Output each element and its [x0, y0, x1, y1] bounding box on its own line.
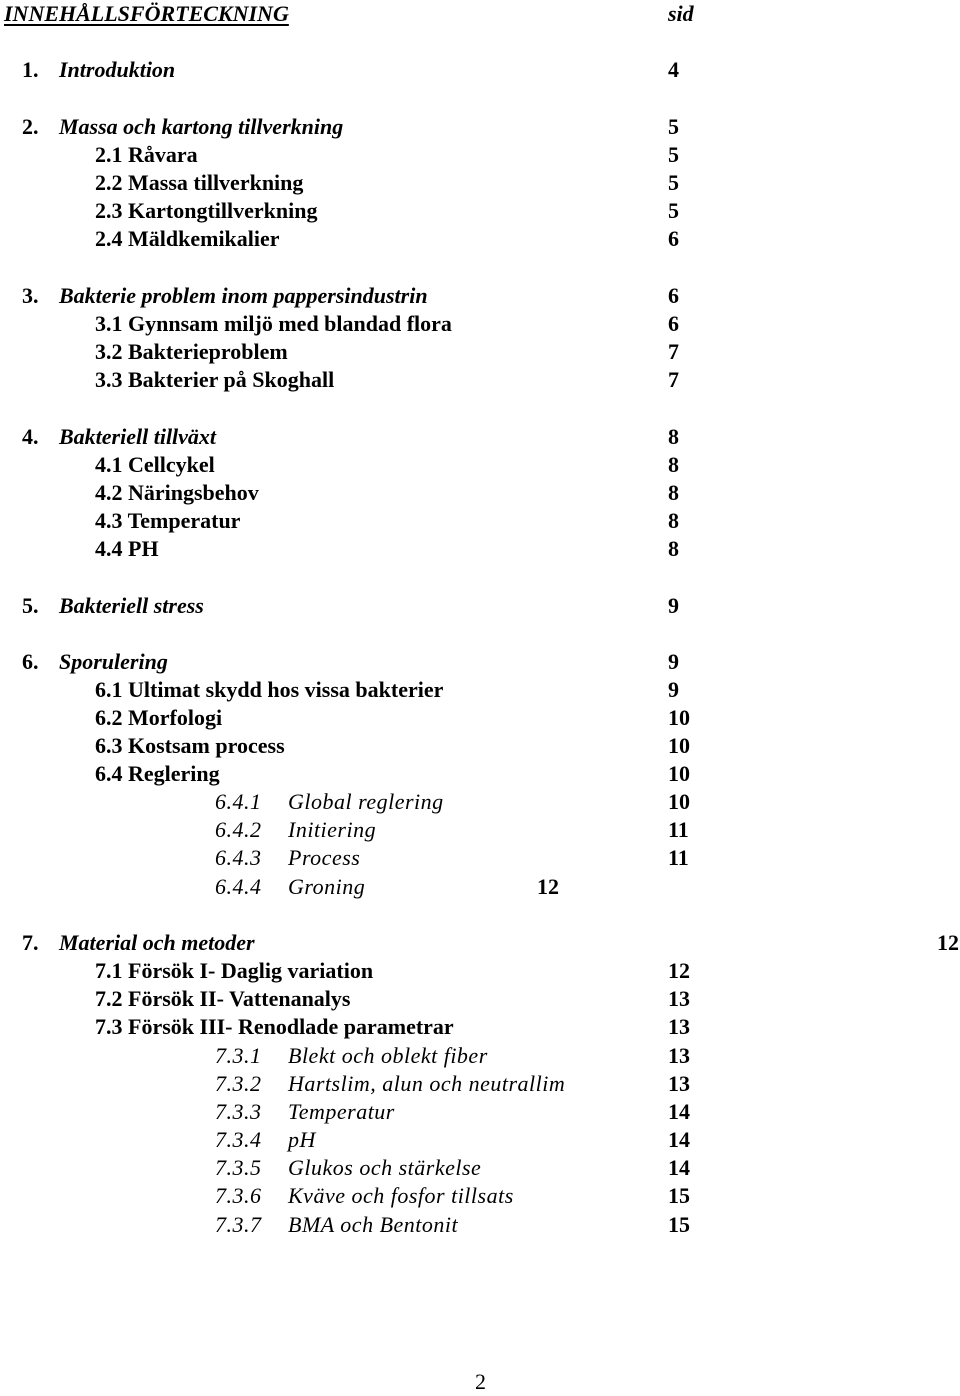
toc-entry-page: 13 — [668, 986, 690, 1011]
toc-title: INNEHÅLLSFÖRTECKNING — [4, 1, 289, 26]
page-number: 2 — [475, 1369, 486, 1394]
toc-entry-label: 6.4 Reglering — [95, 761, 220, 786]
toc-entry-page: 11 — [668, 817, 689, 842]
toc-entry-label: Process — [288, 845, 361, 870]
toc-entry-number: 6.4.4 — [215, 874, 262, 899]
toc-entry-label: 4.2 Näringsbehov — [95, 480, 259, 505]
toc-entry-page: 7 — [668, 367, 679, 392]
toc-entry-label: 2.2 Massa tillverkning — [95, 170, 304, 195]
toc-entry-number: 7.3.2 — [215, 1071, 262, 1096]
toc-entry — [0, 844, 960, 872]
toc-entry — [0, 1042, 960, 1070]
toc-entry-page: 13 — [668, 1071, 690, 1096]
toc-entry-page: 9 — [668, 649, 679, 674]
toc-entry — [0, 985, 960, 1013]
toc-entry-number: 7.3.6 — [215, 1183, 262, 1208]
toc-entry-page: 8 — [668, 424, 679, 449]
toc-entry — [0, 788, 960, 816]
toc-entry-label: Temperatur — [288, 1099, 395, 1124]
toc-entry-label: 2.4 Mäldkemikalier — [95, 226, 280, 251]
toc-entry-label: Groning — [288, 874, 366, 899]
toc-entry-page: 8 — [668, 452, 679, 477]
toc-entry-label: Initiering — [288, 817, 377, 842]
page-column-header: sid — [668, 1, 694, 26]
toc-entry-page: 6 — [668, 311, 679, 336]
toc-entry — [0, 535, 960, 563]
toc-entry-page: 4 — [668, 57, 679, 82]
toc-entry-number: 6. — [22, 649, 39, 674]
toc-entry-page: 12 — [937, 930, 959, 955]
toc-entry-page: 10 — [668, 789, 690, 814]
toc-entry-label: 2.3 Kartongtillverkning — [95, 198, 318, 223]
toc-entry-number: 7.3.3 — [215, 1099, 262, 1124]
toc-entry — [0, 1126, 960, 1154]
toc-entry-label: Global reglering — [288, 789, 444, 814]
toc-entry — [0, 732, 960, 760]
toc-entry-label: 6.3 Kostsam process — [95, 733, 285, 758]
toc-entry — [0, 310, 960, 338]
toc-entry-label: 6.1 Ultimat skydd hos vissa bakterier — [95, 677, 444, 702]
toc-entry-label: 7.1 Försök I- Daglig variation — [95, 958, 374, 983]
toc-entry-label: Introduktion — [59, 57, 176, 82]
toc-entry — [0, 1070, 960, 1098]
toc-entry-page: 15 — [668, 1183, 690, 1208]
toc-entry-label: Kväve och fosfor tillsats — [288, 1183, 514, 1208]
toc-entry-label: Bakterie problem inom pappersindustrin — [59, 283, 428, 308]
toc-entry-page: 10 — [668, 733, 690, 758]
toc-entry-page: 11 — [668, 845, 689, 870]
toc-entry — [0, 816, 960, 844]
toc-entry-label: 6.2 Morfologi — [95, 705, 223, 730]
toc-entry-page: 10 — [668, 705, 690, 730]
toc-entry-label: Massa och kartong tillverkning — [59, 114, 344, 139]
toc-entry-label: 3.3 Bakterier på Skoghall — [95, 367, 335, 392]
toc-entry — [0, 113, 960, 141]
toc-entry — [0, 957, 960, 985]
toc-entry-label: 7.2 Försök II- Vattenanalys — [95, 986, 351, 1011]
toc-entry — [0, 676, 960, 704]
toc-entry — [0, 1013, 960, 1041]
toc-entry-number: 7.3.1 — [215, 1043, 262, 1068]
toc-entry — [0, 1098, 960, 1126]
toc-entry-label: 7.3 Försök III- Renodlade parametrar — [95, 1014, 454, 1039]
toc-entry-label: 4.3 Temperatur — [95, 508, 241, 533]
toc-entry-label: BMA och Bentonit — [288, 1212, 459, 1237]
toc-entry-page: 12 — [537, 874, 559, 899]
toc-entry-number: 7. — [22, 930, 39, 955]
toc-entry — [0, 760, 960, 788]
toc-entry — [0, 197, 960, 225]
toc-entry-label: 4.4 PH — [95, 536, 159, 561]
toc-entry-page: 13 — [668, 1014, 690, 1039]
toc-entry-number: 7.3.5 — [215, 1155, 262, 1180]
toc-entry-page: 14 — [668, 1155, 690, 1180]
toc-entry-page: 5 — [668, 114, 679, 139]
toc-entry-label: Glukos och stärkelse — [288, 1155, 482, 1180]
toc-entry-page: 14 — [668, 1099, 690, 1124]
toc-entry — [0, 648, 960, 676]
toc-entry — [0, 507, 960, 535]
toc-entry — [0, 56, 960, 84]
toc-entry-page: 5 — [668, 170, 679, 195]
toc-entry-label: Blekt och oblekt fiber — [288, 1043, 488, 1068]
toc-entry-page: 9 — [668, 593, 679, 618]
toc-entry-label: Bakteriell stress — [59, 593, 204, 618]
toc-entry-label: Material och metoder — [59, 930, 255, 955]
toc-entry-number: 5. — [22, 593, 39, 618]
toc-entry — [0, 873, 960, 901]
toc-entry-number: 7.3.4 — [215, 1127, 262, 1152]
toc-entry — [0, 479, 960, 507]
toc-entry — [0, 366, 960, 394]
toc-entry — [0, 592, 960, 620]
toc-entry — [0, 1154, 960, 1182]
toc-entry-label: 3.1 Gynnsam miljö med blandad flora — [95, 311, 452, 336]
toc-entry — [0, 704, 960, 732]
toc-entry-label: 4.1 Cellcykel — [95, 452, 215, 477]
toc-entry-page: 5 — [668, 142, 679, 167]
toc-entry — [0, 225, 960, 253]
toc-entry-page: 6 — [668, 226, 679, 251]
toc-entry-page: 8 — [668, 508, 679, 533]
toc-entry-number: 1. — [22, 57, 39, 82]
toc-entry-label: Bakteriell tillväxt — [59, 424, 217, 449]
toc-entry-page: 7 — [668, 339, 679, 364]
toc-entry-number: 3. — [22, 283, 39, 308]
toc-entry-page: 8 — [668, 536, 679, 561]
toc-entry-page: 15 — [668, 1212, 690, 1237]
toc-entry-number: 6.4.2 — [215, 817, 262, 842]
toc-entry — [0, 141, 960, 169]
toc-header — [0, 0, 960, 28]
toc-entry — [0, 1182, 960, 1210]
toc-entry — [0, 338, 960, 366]
toc-entry-number: 6.4.3 — [215, 845, 262, 870]
toc-entry-number: 2. — [22, 114, 39, 139]
toc-entry-label: 2.1 Råvara — [95, 142, 198, 167]
toc-entry-page: 5 — [668, 198, 679, 223]
toc-entry — [0, 423, 960, 451]
toc-entry-number: 6.4.1 — [215, 789, 262, 814]
toc-entry — [0, 282, 960, 310]
toc-entry-label: Sporulering — [59, 649, 168, 674]
toc-entry-label: 3.2 Bakterieproblem — [95, 339, 288, 364]
toc-entry-page: 10 — [668, 761, 690, 786]
toc-entry-label: pH — [288, 1127, 316, 1152]
toc-entry-page: 13 — [668, 1043, 690, 1068]
toc-entry-page: 8 — [668, 480, 679, 505]
toc-entry — [0, 1211, 960, 1239]
toc-entry-number: 4. — [22, 424, 39, 449]
toc-entry-number: 7.3.7 — [215, 1212, 262, 1237]
toc-entry-label: Hartslim, alun och neutrallim — [288, 1071, 566, 1096]
toc-entry — [0, 451, 960, 479]
toc-entry — [0, 929, 960, 957]
toc-entry — [0, 169, 960, 197]
toc-entry-page: 14 — [668, 1127, 690, 1152]
toc-entry-page: 12 — [668, 958, 690, 983]
toc-entry-page: 9 — [668, 677, 679, 702]
toc-entry-page: 6 — [668, 283, 679, 308]
